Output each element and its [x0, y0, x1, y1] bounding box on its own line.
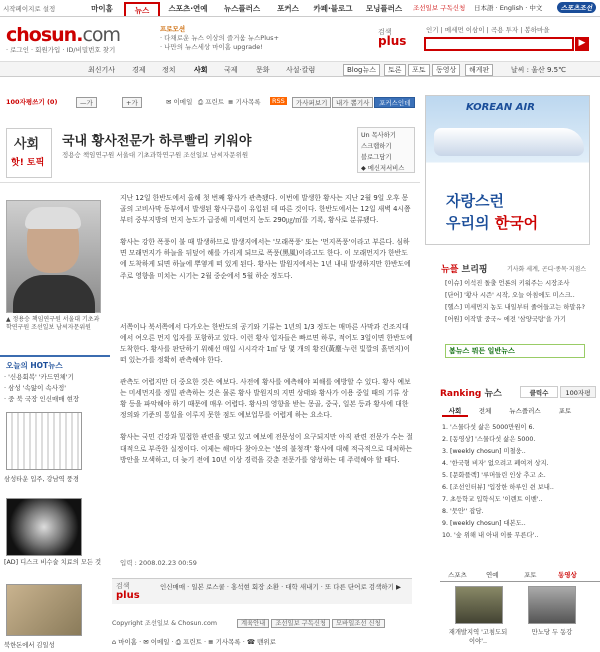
hot-news-box [0, 355, 110, 415]
nav-blognews[interactable]: Blog뉴스 [343, 64, 380, 76]
input-date: 입력 : 2008.02.23 00:59 [120, 559, 197, 567]
article-paragraph: 황사는 강한 폭풍이 불 때 발생하므로 발생지에서는 '모래폭풍' 또는 '먼지폭풍'이라고 부른다. 심하면 모래먼지가 하늘을 뒤덮어 해를 가리게 되므로 폭풍(黑風)이라고도 한다. 이 모래먼지가 한반도에 도착하게 되면 하늘에 뿌옇게 떠 있게 된다. 황사는 발원지에서는 1년 내내 발생하지만 한반도에 주로 영향을 미치는 시기는 2월 중순에서 5월 하순 정도다. [120, 238, 411, 280]
article-byline: 정용승 책임연구원 서울대 기초과학연구원 조선일보 남씨자문위원 [62, 151, 249, 159]
ad-headline-2: 우리의 한국어 [446, 214, 539, 232]
nav-latest[interactable]: 최신기사 [88, 66, 116, 74]
thumbnail-caption-2[interactable]: [AD] 디스크 비수술 치료의 모든 것 [4, 559, 102, 566]
nav-video[interactable]: 동영상 [432, 64, 460, 76]
hot-news-item[interactable]: · '신용회복' '카드연체'기 [4, 373, 74, 381]
thumbnail-image-1[interactable] [6, 412, 82, 470]
tab-focus[interactable]: 포커스 [277, 4, 299, 13]
login-links[interactable]: · 로그인 · 회원가입 · ID/비밀번호 찾기 [6, 46, 116, 54]
korean-air-ad[interactable] [425, 95, 590, 245]
copyright: Copyright 조선일보 & Chosun.com [112, 620, 217, 627]
ranking-item[interactable]: 5. [문화플렉] '루머들린 인상 추고 소. [442, 472, 546, 479]
ranking-title: Ranking 뉴스 [440, 389, 502, 399]
top-bar [0, 0, 600, 17]
search-tabs[interactable]: 인기 | 메세먼 이삼이 | 곡용 투자 | 봉하마을 [426, 26, 550, 34]
ad-headline-1: 자랑스런 [446, 192, 504, 210]
media-tab-sports[interactable]: 스포츠 [448, 571, 467, 579]
popular-articles-button[interactable]: 가사퍼보기 [292, 97, 331, 108]
ranking-item[interactable]: 9. [weekly chosun] 대본도.. [442, 520, 526, 527]
promotion-box [160, 25, 279, 52]
nav-society[interactable]: 사회 [194, 66, 208, 74]
article-paragraph: 관측도 어렵지만 더 중요한 것은 예보다. 사전에 황사를 예측해야 피해를 예방할 수 있다. 황사 예보는 미세먼지를 정밀 관측하는 것은 물론 황사 발원지의 지면 상태와 황사가 이용 중일 때의 기류 상황 등을 파악해야 하기 때문에 매우 어렵다. 황사의 영향을 받는 몽골, 중국, 일본 등과 황사에 대한 정의와 기준의 통일을 이루지 못한 점도 예보업무를 어렵게 하는 요소다. [120, 378, 411, 420]
search-button[interactable]: ▶ [575, 37, 589, 51]
ranking-item[interactable]: 1. '스물다섯 삶은 5000만원이 6. [442, 424, 535, 431]
homepage-setting-link[interactable]: 시작페이지로 설정 [3, 5, 56, 13]
font-increase-button[interactable]: +가 [122, 97, 142, 108]
tab-news[interactable]: 뉴스 [124, 2, 160, 16]
weather-info: 날씨 : 울산 9.5℃ [510, 66, 566, 74]
nav-board[interactable]: 해게판 [465, 64, 493, 76]
tab-cafe-blog[interactable]: 카페·블로그 [313, 4, 353, 13]
tab-sports[interactable]: 스포츠·연예 [168, 4, 208, 13]
media-tab-photo[interactable]: 포토 [524, 571, 537, 579]
section-name: 사회 [14, 137, 40, 152]
nav-international[interactable]: 국제 [224, 66, 238, 74]
briefing-item[interactable]: [헬스] 미세먼지 농도 내일부터 줄어들고는 하말유? [445, 304, 585, 311]
video-caption-1[interactable]: 재개발지역 '고침도되이야'.. [448, 629, 508, 645]
footer [112, 618, 412, 627]
nav-debate[interactable]: 토론 [384, 64, 406, 76]
font-decrease-button[interactable]: —가 [76, 97, 97, 108]
section-nav [0, 61, 600, 77]
nav-photo[interactable]: 포토 [408, 64, 430, 76]
briefing-item[interactable]: [단어] '황사 시즌' 시작, 오늘 아침에도 미스크.. [445, 292, 575, 299]
author-photo [6, 200, 101, 313]
subscribe-link[interactable]: 조선일보 구독신청 [413, 4, 466, 12]
media-tab-entertainment[interactable]: 연예 [486, 571, 499, 579]
ranking-item[interactable]: 6. [조선인터뷰] '입장한 하루인 쉰 보내.. [442, 484, 554, 491]
tab-newsplus[interactable]: 뉴스플러스 [223, 4, 261, 13]
focus-button[interactable]: 포커스인데 [374, 97, 415, 108]
green-banner[interactable]: 봄뉴스 뭐든 일반뉴스 [445, 344, 585, 358]
side-menu-item[interactable]: Un 목사하기 [361, 132, 396, 139]
ranking-subtab[interactable]: 사회 [442, 406, 468, 417]
thumbnail-caption-1[interactable]: 삼성타운 입주, 강남역 풍경 [4, 476, 79, 483]
footer-button[interactable]: 계육안내 [237, 619, 269, 628]
side-menu-item[interactable]: ◆ 메신저서비스 [361, 165, 405, 172]
side-menu-item[interactable]: 스크랩하기 [361, 143, 392, 150]
briefing-title: 뉴플 브리핑 [441, 265, 488, 275]
ranking-item[interactable]: 10. '숲 위해 내 아내 이를 무른다'.. [442, 532, 539, 539]
briefing-subtitle[interactable]: 기사화 세계, 곤디·종목·지점스 [507, 266, 587, 273]
briefing-item[interactable]: [어원] 이작말 중국~ 에전 '삼양국탕'을 가기 [445, 316, 566, 323]
hot-news-title: 오늘의 HOT뉴스 [6, 361, 63, 370]
article-side-menu [357, 127, 415, 173]
ranking-item[interactable]: 8. '뭇안'' 잡담. [442, 508, 484, 515]
footer-button[interactable]: 모바일조선 신청 [332, 619, 385, 628]
my-articles-button[interactable]: 내가 뽑기사 [332, 97, 373, 108]
language-links[interactable]: 日本語 · English · 中文 [474, 4, 543, 12]
rss-button[interactable]: RSS [272, 97, 285, 105]
media-tabs [440, 570, 600, 582]
video-thumbnail-2[interactable] [528, 586, 576, 624]
comment-write-link[interactable]: 100자평쓰기 (0) [6, 98, 58, 106]
korean-air-logo: KOREAN AIR [466, 102, 535, 113]
hot-news-item[interactable]: · 삼성 '속앓이 속사정' [4, 384, 67, 392]
bottom-search-bar [112, 578, 412, 604]
video-thumbnail-1[interactable] [455, 586, 503, 624]
nav-editorial[interactable]: 사설·칼럼 [286, 66, 316, 74]
thumbnail-image-3[interactable] [6, 584, 82, 636]
footer-button[interactable]: 조선일보 구독신청 [271, 619, 330, 628]
hot-news-item[interactable]: · 중 북 국장 인신매매 현장 [4, 395, 80, 403]
hot-topic-badge[interactable]: 핫! 토픽 [11, 158, 45, 168]
article-paragraph: 서쪽이나 북서쪽에서 다가오는 한반도의 공기와 기류는 1년의 1/3 정도는 매마른 사막과 건조지대에서 여오른 먼지 입자를 포함하고 있다. 이런 황사 입자들은 빠르면 하루, 적어도 3일이면 한반도에 도착한다. 황사를 판단하기 위해선 매일 시시각각 1㎥ 당 몇 개의 황진(黃塵·누런 빛깔의 흙먼지)이 떠 있는가를 정확히 관측해야 한다. [120, 322, 413, 364]
tab-myhome[interactable]: 마이홈 [91, 4, 113, 13]
ranking-item[interactable]: 4. '한국형 비자' 없으려고 폐여져 상지. [442, 460, 549, 467]
nav-culture[interactable]: 문화 [256, 66, 270, 74]
promotion-title: 프로모션 [160, 25, 186, 33]
briefing-item[interactable]: [이슈] 이석진 돌출 언론의 키워주는 시장조사 [445, 280, 570, 287]
article-body [120, 193, 413, 477]
article-paragraph: 지난 12일 한반도에서 올해 첫 번째 황사가 관측됐다. 이번에 발생한 황사는 지난 2월 9일 오후 몽골의 고비사막 동부에서 발생된 황사구름이 유입된 데 따른 것이다. 한반도에서는 12일 새벽 4시쯤부터 중부지방의 먼지 농도가 급증해 미세먼지 농도 290㎍/㎥를 기록, 황사로 분류됐다. [120, 194, 411, 225]
bottom-search-logo: 검색 plus [116, 582, 140, 601]
footer-links[interactable]: ⌂ 마이홈 · ✉ 이메일 · ⎙ 프린트 · ≣ 기사목록 · ☎ 맨위로 [112, 638, 276, 646]
tab-morningplus[interactable]: 모닝플러스 [365, 4, 403, 13]
ranking-subtab[interactable]: 전체 [478, 407, 492, 415]
article-toolbar [0, 95, 420, 109]
divider [0, 182, 420, 183]
media-tab-video[interactable]: 동영상 [558, 571, 577, 579]
side-menu-item[interactable]: 블로그담기 [361, 154, 392, 161]
thumbnail-caption-3[interactable]: 북한돈에서 김일성 [4, 642, 55, 649]
ranking-subtab[interactable]: 뉴스플러스 [509, 407, 541, 415]
photo-caption: ▲ 정용승 책임연구원 서울대 기초과학연구원 조선일보 남씨자문위원 [6, 316, 100, 331]
search-input[interactable] [424, 37, 574, 51]
ranking-subtab[interactable]: 포토 [558, 407, 572, 415]
ranking-item[interactable]: 2. [동영상] '스물다섯 삶은 5000. [442, 436, 536, 443]
promo-link-2[interactable]: · 나만의 뉴스세상 마이홈 upgrade! [160, 43, 263, 51]
airplane-image [434, 128, 584, 156]
ranking-item[interactable]: 7. 초등학교 입학식도 '이렌트 이벤'.. [442, 496, 543, 503]
email-link[interactable]: ✉ 이메일 [166, 98, 193, 106]
promo-link-1[interactable]: · 다채로운 뉴스 이상의 즐거움 뉴스Plus+ [160, 34, 279, 42]
video-caption-2[interactable]: 만노당 두 동강 [531, 629, 573, 636]
ranking-tab-comments[interactable]: 100자평 [560, 386, 596, 398]
sports-chosun-badge[interactable]: 스포츠조선 [557, 2, 596, 13]
ranking-tab-clicks[interactable]: 클릭수 [520, 386, 558, 398]
thumbnail-image-2[interactable] [6, 498, 82, 556]
chosun-logo[interactable]: chosun.com [6, 24, 121, 46]
print-link[interactable]: ⎙ 프린트 [198, 98, 225, 106]
section-label-box [6, 128, 52, 178]
bottom-keywords[interactable]: 인신매매 · 일본 로스쿨 · 홍석현 회장 소환 · 대학 새내기 · 또 다른 단어로 검색하기 ▶ [160, 583, 401, 591]
article-list-link[interactable]: ≣ 기사목록 [228, 98, 261, 106]
nav-economy[interactable]: 경제 [132, 66, 146, 74]
article-paragraph: 황사는 국민 건강과 밀접한 관련을 맺고 있고 예보에 전문성이 요구되지만 아직 관련 전문가 수는 절대적으로 부족한 실정이다. 이제는 해마다 찾아오는 '봄의 불청객' 황사에 대해 적극적으로 대처하는 방안을 모색하고, 더 늦기 전에 10년 이상 경력을 갖춘 전문가를 양성하는 데 주력해야 할 때다. [120, 433, 413, 464]
search-plus-logo: 검색 plus [378, 28, 407, 48]
article-title: 국내 황사전문가 하루빨리 키워야 [62, 134, 252, 149]
nav-politics[interactable]: 정치 [162, 66, 176, 74]
ranking-item[interactable]: 3. [weekly chosun] 미철웅.. [442, 448, 526, 455]
